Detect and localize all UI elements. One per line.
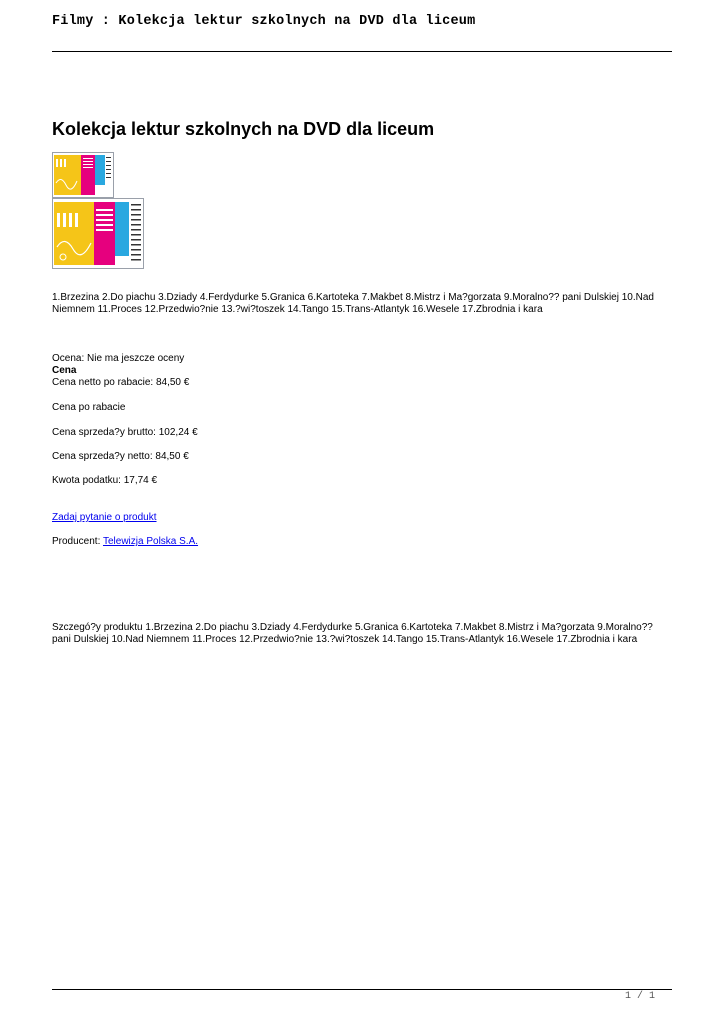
net-price-after-discount: Cena netto po rabacie: 84,50 € xyxy=(52,377,190,388)
product-description: 1.Brzezina 2.Do piachu 3.Dziady 4.Ferdydurke 5.Granica 6.Kartoteka 7.Makbet 8.Mistrz i Ma?gorzata 9.Moralno?? pani Dulskiej 10.Nad Niemnem 11.Proces 12.Przedwio?nie 13.?wi?toszek 14.Tango 15.Trans-Atlantyk 16.Wesele 17.Zbrodnia i kara xyxy=(52,292,654,316)
product-details: Szczegó?y produktu 1.Brzezina 2.Do piachu 3.Dziady 4.Ferdydurke 5.Granica 6.Kartoteka 7.Makbet 8.Mistrz i Ma?gorzata 9.Moralno?? pani Dulskiej 10.Nad Niemnem 11.Proces 12.Przedwio?nie 13.?wi?toszek 14.Tango 15.Trans-Atlantyk 16.Wesele 17.Zbrodnia i kara xyxy=(52,622,653,646)
footer-rule xyxy=(52,989,672,990)
gross-price: Cena sprzeda?y brutto: 102,24 € xyxy=(52,427,198,438)
tax-amount: Kwota podatku: 17,74 € xyxy=(52,475,158,486)
product-cover-small-graphic xyxy=(53,153,113,197)
document-header: Filmy : Kolekcja lektur szkolnych na DVD dla liceum xyxy=(52,14,476,29)
net-price: Cena sprzeda?y netto: 84,50 € xyxy=(52,451,189,462)
product-image-large[interactable] xyxy=(52,198,144,269)
producer-link[interactable]: Telewizja Polska S.A. xyxy=(102,536,199,547)
header-rule xyxy=(52,51,672,52)
product-image-small[interactable] xyxy=(52,152,114,198)
product-cover-large-graphic xyxy=(53,199,143,268)
price-heading: Cena xyxy=(52,365,77,376)
page-number: 1 / 1 xyxy=(624,991,655,1002)
price-after-discount-label: Cena po rabacie xyxy=(52,402,126,413)
ask-question-row xyxy=(52,512,672,524)
producer-row xyxy=(52,536,672,548)
rating-text: Ocena: Nie ma jeszcze oceny xyxy=(52,353,185,364)
page-title: Kolekcja lektur szkolnych na DVD dla liceum xyxy=(52,119,435,139)
ask-question-link[interactable]: Zadaj pytanie o produkt xyxy=(52,512,157,523)
producer-label: Producent: xyxy=(52,536,101,547)
